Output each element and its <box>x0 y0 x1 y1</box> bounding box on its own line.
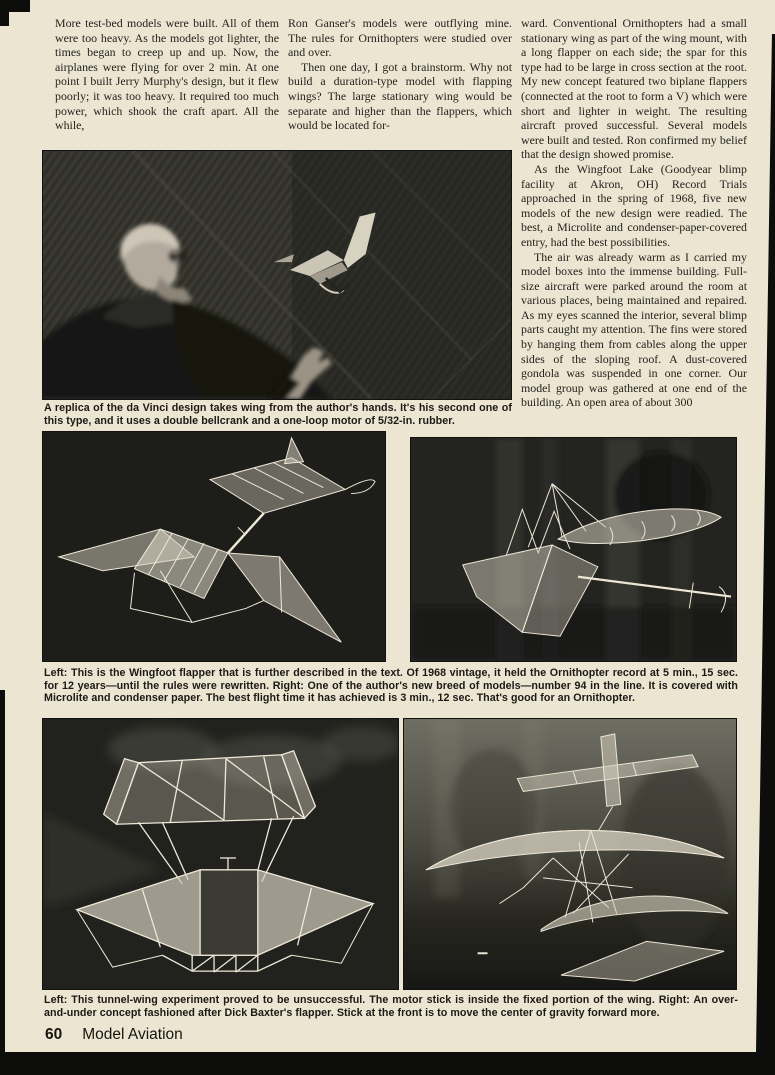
photo-wingfoot-flapper <box>42 431 386 662</box>
photo-model-94 <box>410 437 737 662</box>
paragraph: As the Wingfoot Lake (Goodyear blimp facility at Akron, OH) Record Trials approached in the spring of 1968, five new models of the new design were readied. The best, a Microlite and condenser-paper-covered entry, had the best possibilities. <box>521 161 747 249</box>
caption-row2: Left: This is the Wingfoot flapper that is further described in the text. Of 1968 vintage, it held the Ornithopter record at 5 min., 15 sec. for 12 years—until the rules were rewritten. Right: One of the author's new breed of models—number 94 in the line. It is covered with Microlite and condenser paper. The best flight time it has achieved is 3 min., 12 sec. That's good for an Ornithopter. <box>44 667 738 705</box>
page-number: 60 <box>45 1026 63 1043</box>
photo-davinci-launch <box>42 150 512 400</box>
magazine-title: Model Aviation <box>82 1026 183 1043</box>
paragraph: Then one day, I got a brainstorm. Why not build a duration-type model with flapping wings? The large stationary wing would be separate and higher than the flappers, which would be located for- <box>288 59 512 133</box>
paragraph: ward. Conventional Ornithopters had a small stationary wing as part of the wing mount, with a long flapper on each side; the spar for this type had to be large in cross section at the root. My new concept featured two biplane flappers (connected at the root to form a V) which were short and lighter in weight. The resulting aircraft proved successful. Several models were built and tested. Ron confirmed my belief that the design showed promise. <box>521 16 747 162</box>
photo-over-and-under-image <box>404 719 736 989</box>
scan-edge-bottom <box>0 1052 775 1075</box>
paragraph: More test-bed models were built. All of them were too heavy. As the models got lighter, the times began to creep up and up. Now, the airplanes were flying for over 2 min. At one point I built Jerry Murphy's design, but it flew poorly; it was too heavy. It required too much power, which shook the craft apart. All the while, <box>55 16 279 133</box>
paragraph: The air was already warm as I carried my model boxes into the immense building. Full-size aircraft were parked around the room at various places, being maintained and repaired. As my eyes scanned the interior, several blimp parts caught my attention. The fins were stored by hanging them from cables along the upper sides of the sloping roof. A dust-covered gondola was suspended in one corner. Our model group was gathered at one end of the building. An open area of about 300 <box>521 249 747 410</box>
text-column-3 <box>521 16 747 410</box>
scan-edge-left <box>0 690 5 1052</box>
photo-over-and-under <box>403 718 737 990</box>
text-column-2 <box>288 16 512 133</box>
paragraph: Ron Ganser's models were outflying mine. The rules for Ornithopters were studied over and over. <box>288 16 512 60</box>
text-column-1 <box>55 16 279 133</box>
page-footer <box>45 1026 183 1044</box>
photo-davinci-launch-image <box>43 151 511 399</box>
photo-model-94-image <box>411 438 736 661</box>
photo-tunnel-wing-image <box>43 719 398 989</box>
photo-wingfoot-flapper-image <box>43 432 385 661</box>
caption-davinci: A replica of the da Vinci design takes wing from the author's hands. It's his second one of this type, and it uses a double bellcrank and a one-loop motor of 5/32-in. rubber. <box>44 402 512 427</box>
scan-corner-mark <box>0 0 30 26</box>
scan-edge-right <box>756 34 775 1052</box>
photo-tunnel-wing <box>42 718 399 990</box>
caption-row3: Left: This tunnel-wing experiment proved to be unsuccessful. The motor stick is inside the fixed portion of the wing. Right: An over-and-under concept fashioned after Dick Baxter's flapper. Stick at the front is to move the center of gravity forward more. <box>44 994 738 1019</box>
